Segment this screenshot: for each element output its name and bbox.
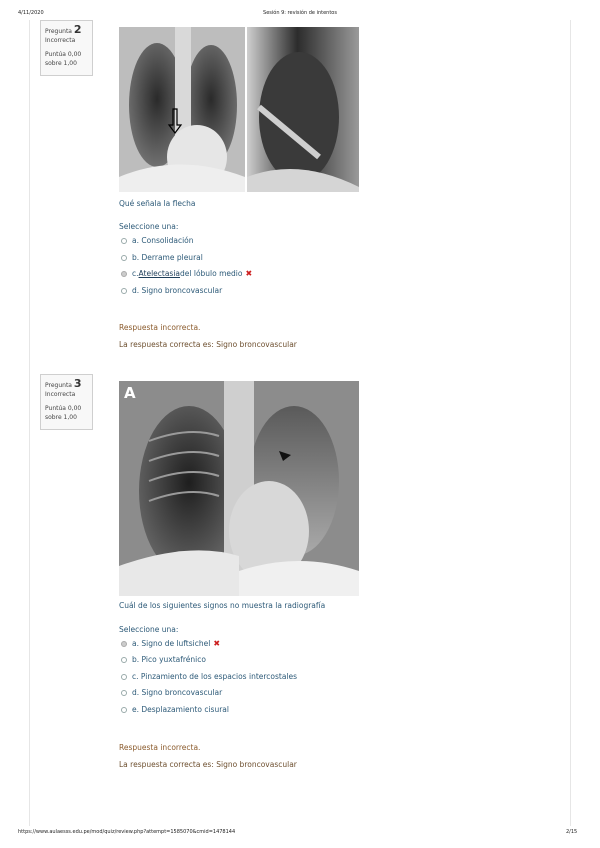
glossary-link-atelectasia[interactable]: Atelectasia xyxy=(138,269,181,278)
answer-option-e[interactable] xyxy=(121,705,229,714)
option-label: d. Signo broncovascular xyxy=(132,286,223,295)
answer-option-a[interactable] xyxy=(121,639,220,648)
option-label: b. Derrame pleural xyxy=(132,253,203,262)
answer-option-a[interactable] xyxy=(121,236,194,245)
option-prefix: c. xyxy=(132,269,139,278)
frame-left-line xyxy=(29,20,30,826)
feedback-text: Respuesta incorrecta. xyxy=(119,323,201,332)
chest-xray-drawing xyxy=(119,27,359,192)
print-url: https://www.aulaesss.edu.pe/mod/quiz/review.php?attempt=1585070&cmid=1478144 xyxy=(18,829,236,835)
select-prompt: Seleccione una: xyxy=(119,222,179,231)
select-prompt: Seleccione una: xyxy=(119,625,179,634)
option-label: d. Signo broncovascular xyxy=(132,688,223,697)
option-label: e. Desplazamiento cisural xyxy=(132,705,229,714)
question-label: Pregunta xyxy=(45,382,72,389)
question-info-box xyxy=(40,20,93,76)
radio-button[interactable] xyxy=(121,674,127,680)
score-line: Puntúa 0,00 xyxy=(45,405,82,412)
question-info-box xyxy=(40,374,93,430)
close-icon: ✖ xyxy=(245,269,253,278)
answer-option-c[interactable] xyxy=(121,672,297,681)
answer-option-b[interactable] xyxy=(121,655,206,664)
answer-option-b[interactable] xyxy=(121,253,203,262)
radio-button-selected[interactable] xyxy=(121,271,127,277)
question-score xyxy=(45,50,88,68)
radio-button-selected[interactable] xyxy=(121,641,127,647)
chest-xray-image xyxy=(119,27,359,192)
radio-button[interactable] xyxy=(121,657,127,663)
answer-option-c[interactable] xyxy=(121,269,252,278)
frame-right-line xyxy=(570,20,571,826)
radio-button[interactable] xyxy=(121,690,127,696)
correct-answer-text: La respuesta correcta es: Signo broncovascular xyxy=(119,340,297,349)
option-label: b. Pico yuxtafrénico xyxy=(132,655,206,664)
question-score xyxy=(45,404,88,422)
close-icon: ✖ xyxy=(213,639,221,648)
feedback-text: Respuesta incorrecta. xyxy=(119,743,201,752)
option-label: c. Pinzamiento de los espacios intercostales xyxy=(132,672,298,681)
score-line: Puntúa 0,00 xyxy=(45,51,82,58)
score-max: sobre 1,00 xyxy=(45,60,77,67)
correct-answer-text: La respuesta correcta es: Signo broncovascular xyxy=(119,760,297,769)
answer-option-d[interactable] xyxy=(121,688,222,697)
question-status: Incorrecta xyxy=(45,37,76,44)
radio-button[interactable] xyxy=(121,707,127,713)
question-number: 3 xyxy=(73,377,82,390)
option-suffix: del lóbulo medio xyxy=(180,269,243,278)
radio-button[interactable] xyxy=(121,288,127,294)
question-status: Incorrecta xyxy=(45,391,76,398)
score-max: sobre 1,00 xyxy=(45,414,77,421)
question-text: Qué señala la flecha xyxy=(119,199,196,208)
print-date: 4/11/2020 xyxy=(18,10,44,16)
radio-button[interactable] xyxy=(121,238,127,244)
question-number: 2 xyxy=(73,23,82,36)
answer-option-d[interactable] xyxy=(121,286,222,295)
option-label: a. Signo de luftsichel xyxy=(132,639,211,648)
radio-button[interactable] xyxy=(121,255,127,261)
image-panel-letter: A xyxy=(124,384,136,402)
chest-xray-image xyxy=(119,381,359,596)
print-page-number: 2/15 xyxy=(566,829,578,835)
question-text: Cuál de los siguientes signos no muestra la radiografía xyxy=(119,601,326,610)
option-label: a. Consolidación xyxy=(132,236,194,245)
chest-xray-drawing xyxy=(119,381,359,596)
question-label: Pregunta xyxy=(45,28,72,35)
print-title: Sesión 9: revisión de intentos xyxy=(263,10,337,16)
